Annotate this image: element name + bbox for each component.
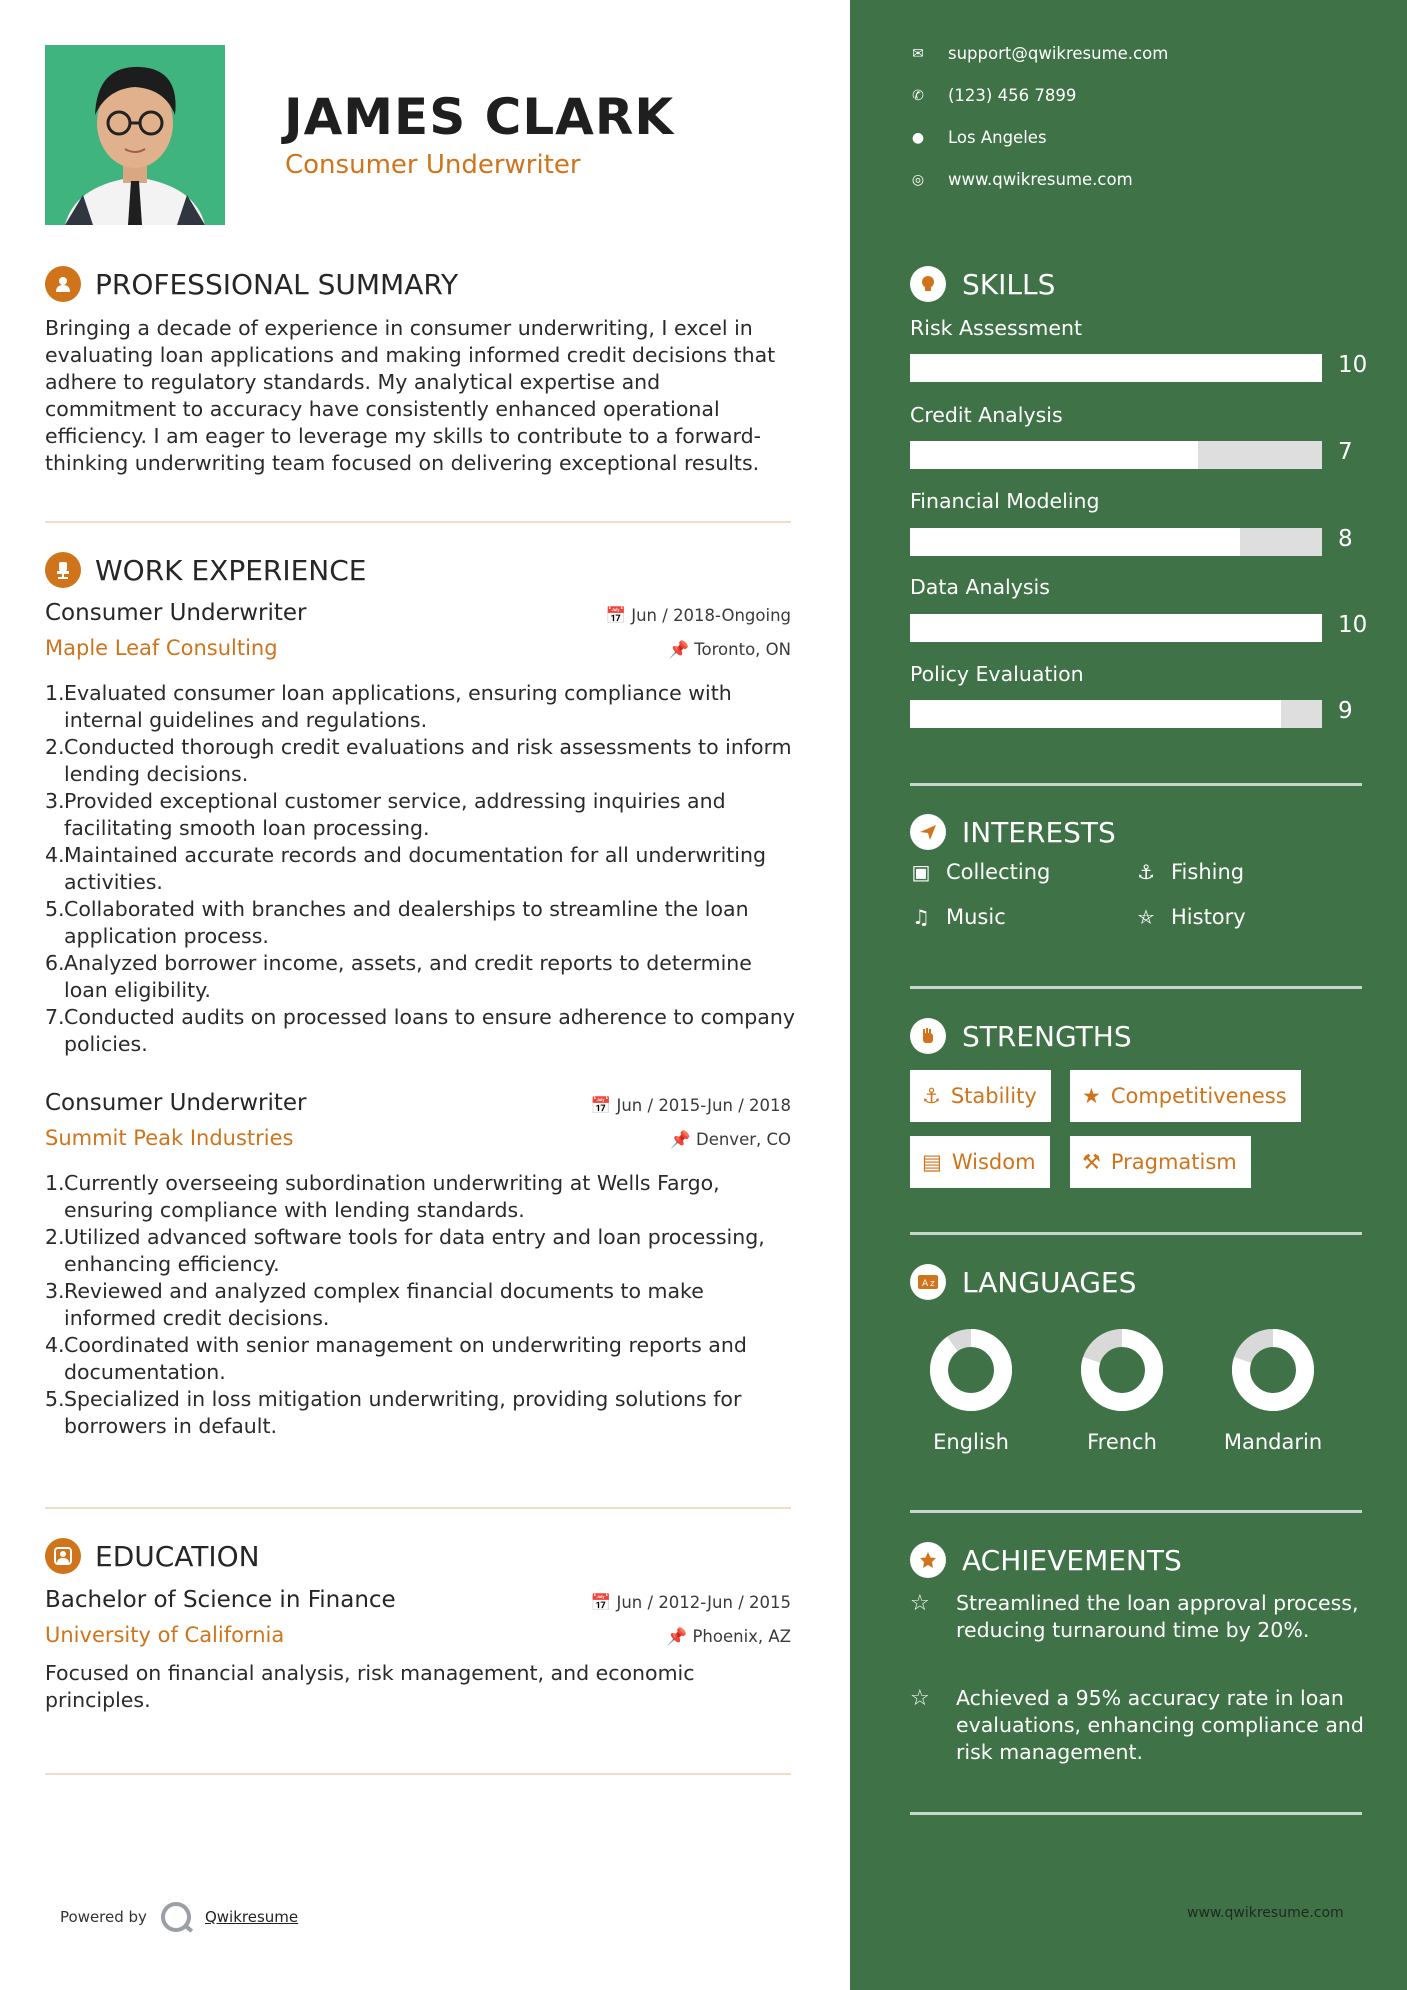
strength-tag [1070, 1070, 1301, 1122]
skill-value: 10 [1338, 352, 1368, 378]
education-location [667, 1627, 791, 1647]
interest-label: History [1171, 905, 1246, 929]
brand-link[interactable]: Qwikresume [204, 1908, 299, 1926]
achievements-title: ACHIEVEMENTS [962, 1543, 1182, 1577]
book-icon: ▤ [922, 1150, 942, 1174]
section-divider [910, 783, 1362, 786]
achievements-heading [910, 1542, 1182, 1578]
museum-icon: ⛤ [1138, 905, 1154, 929]
contact-location [910, 128, 1047, 147]
strengths-heading [910, 1018, 1132, 1054]
strengths-title: STRENGTHS [962, 1019, 1132, 1053]
job-company: Maple Leaf Consulting [45, 636, 278, 660]
list-item: 4. Maintained accurate records and documentation for all underwriting activities. [45, 843, 767, 894]
skill-name: Financial Modeling [910, 489, 1100, 513]
archive-icon: ▣ [911, 860, 931, 884]
calendar-icon: 📅 [590, 1096, 612, 1115]
language-name: English [933, 1430, 1009, 1454]
skill-value: 10 [1338, 612, 1368, 638]
education-location-text: Phoenix, AZ [692, 1627, 791, 1646]
interest-label: Collecting [946, 860, 1051, 884]
skill-bar-fill [910, 354, 1322, 382]
skills-heading [910, 266, 1055, 302]
list-item: 1. Currently overseeing subordination underwriting at Wells Fargo, ensuring compliance with lending standards. [45, 1171, 720, 1222]
languages-heading [910, 1264, 1136, 1300]
interest-item [1135, 860, 1244, 884]
education-entry [45, 1587, 791, 1647]
globe-icon: ◎ [911, 171, 925, 188]
pin-icon: 📌 [666, 1627, 688, 1646]
language-item [1067, 1328, 1177, 1454]
skill-name: Risk Assessment [910, 316, 1082, 340]
job-location [670, 1130, 791, 1150]
paper-plane-icon [910, 814, 946, 850]
education-title: EDUCATION [95, 1539, 260, 1573]
section-divider [45, 1773, 791, 1775]
sidebar [850, 0, 1407, 1990]
list-item: 3. Provided exceptional customer service, addressing inquiries and facilitating smooth loan processing. [45, 789, 726, 840]
list-item: 4. Coordinated with senior management on underwriting reports and documentation. [45, 1333, 747, 1384]
school-name: University of California [45, 1623, 285, 1647]
pin-icon: 📌 [670, 1130, 691, 1149]
section-divider [910, 1812, 1362, 1815]
interest-label: Music [946, 905, 1006, 929]
degree-title: Bachelor of Science in Finance [45, 1587, 396, 1613]
job-duties-list [45, 680, 795, 1058]
language-ring [1231, 1328, 1315, 1412]
person-name: JAMES CLARK [284, 88, 675, 146]
list-item: 5. Specialized in loss mitigation underwriting, providing solutions for borrowers in default. [45, 1387, 742, 1438]
envelope-icon: ✉ [912, 45, 924, 62]
language-item [1218, 1328, 1328, 1454]
skill-value: 8 [1338, 526, 1353, 552]
footer-powered [60, 1902, 298, 1932]
contact-phone[interactable] [910, 86, 1076, 105]
experience-title: WORK EXPERIENCE [95, 553, 367, 587]
translate-icon [910, 1264, 946, 1300]
section-divider [910, 986, 1362, 989]
skill-value: 9 [1338, 698, 1353, 724]
contact-email[interactable] [910, 44, 1168, 63]
interests-heading [910, 814, 1116, 850]
languages-title: LANGUAGES [962, 1265, 1137, 1299]
svg-text:A: A [922, 1279, 929, 1289]
strength-tag [910, 1136, 1050, 1188]
education-heading [45, 1538, 260, 1574]
list-item: 3. Reviewed and analyzed complex financial documents to make informed credit decisions. [45, 1279, 704, 1330]
section-divider [45, 1507, 791, 1509]
contact-location-text: Los Angeles [948, 128, 1047, 147]
job-title: Consumer Underwriter [45, 600, 307, 626]
list-item: 6. Analyzed borrower income, assets, and credit reports to determine loan eligibility. [45, 951, 752, 1002]
language-ring [929, 1328, 1013, 1412]
strength-label: Pragmatism [1110, 1150, 1237, 1174]
strength-label: Wisdom [951, 1150, 1036, 1174]
education-date [591, 1593, 791, 1613]
skill-bar-fill [910, 528, 1240, 556]
education-date-text: Jun / 2012-Jun / 2015 [616, 1593, 791, 1612]
list-item: 5. Collaborated with branches and dealerships to streamline the loan application process. [45, 897, 749, 948]
skill-name: Policy Evaluation [910, 662, 1084, 686]
phone-icon: ✆ [912, 87, 924, 104]
summary-heading [45, 266, 458, 302]
job-date-text: Jun / 2015-Jun / 2018 [616, 1096, 791, 1115]
summary-title: PROFESSIONAL SUMMARY [95, 267, 459, 301]
skills-title: SKILLS [962, 267, 1056, 301]
shooting-star-icon: ☆ [910, 1591, 930, 1616]
anchor-icon: ⚓ [1137, 860, 1155, 884]
achievement-text: Streamlined the loan approval process, reducing turnaround time by 20%. [956, 1591, 1359, 1642]
job-location [668, 640, 791, 660]
skill-bar [910, 700, 1322, 728]
job-entry [45, 600, 791, 660]
music-icon: ♫ [912, 905, 930, 929]
avatar [45, 45, 225, 225]
skill-name: Credit Analysis [910, 403, 1063, 427]
job-duties-list [45, 1170, 795, 1440]
job-entry [45, 1090, 791, 1150]
interest-label: Fishing [1171, 860, 1245, 884]
shooting-star-icon: ☆ [910, 1686, 930, 1711]
strength-label: Stability [950, 1084, 1037, 1108]
list-item: 1. Evaluated consumer loan applications, ensuring compliance with internal guidelines and regulations. [45, 681, 732, 732]
job-company: Summit Peak Industries [45, 1126, 294, 1150]
strength-label: Competitiveness [1110, 1084, 1287, 1108]
list-item: 2. Utilized advanced software tools for data entry and loan processing, enhancing efficiency. [45, 1225, 765, 1276]
skill-bar [910, 441, 1322, 469]
map-pin-icon: ● [911, 129, 925, 146]
achievement-item [910, 1685, 1370, 1766]
list-item: 7. Conducted audits on processed loans to ensure adherence to company policies. [45, 1005, 795, 1056]
anchor-icon: ⚓ [922, 1084, 941, 1108]
contact-email-text: support@qwikresume.com [948, 44, 1169, 63]
calendar-icon: 📅 [605, 606, 626, 625]
strength-tag [1070, 1136, 1251, 1188]
interest-item [1135, 905, 1246, 929]
section-divider [45, 521, 791, 523]
strength-tag [910, 1070, 1051, 1122]
profile-photo [45, 45, 225, 225]
section-divider [910, 1510, 1362, 1513]
skill-bar-fill [910, 700, 1281, 728]
job-location-text: Toronto, ON [694, 640, 791, 659]
chair-icon [45, 552, 81, 588]
lightbulb-icon [910, 266, 946, 302]
star-badge-icon [910, 1542, 946, 1578]
pin-icon: 📌 [668, 640, 690, 659]
interests-title: INTERESTS [962, 815, 1116, 849]
job-title: Consumer Underwriter [45, 1090, 307, 1116]
summary-text: Bringing a decade of experience in consumer underwriting, I excel in evaluating loan applications and making informed credit decisions that adhere to regulatory standards. My analytical expertise and commitment to accuracy have consistently enhanced operational efficiency. I am eager to leverage my skills to contribute to a forward-thinking underwriting team focused on delivering exceptional results. [45, 316, 776, 475]
education-description: Focused on financial analysis, risk management, and economic principles. [45, 1661, 695, 1712]
language-item [916, 1328, 1026, 1454]
language-name: Mandarin [1223, 1430, 1323, 1454]
person-role: Consumer Underwriter [285, 150, 581, 180]
achievement-text: Achieved a 95% accuracy rate in loan evaluations, enhancing compliance and risk management. [956, 1686, 1364, 1764]
achievement-item [910, 1590, 1370, 1644]
contact-website-text: www.qwikresume.com [948, 170, 1133, 189]
user-icon [45, 266, 81, 302]
experience-heading [45, 552, 366, 588]
skill-name: Data Analysis [910, 575, 1050, 599]
job-date [605, 606, 791, 626]
section-divider [910, 1232, 1362, 1235]
trophy-icon: ★ [1082, 1084, 1101, 1108]
job-date [591, 1096, 791, 1116]
job-location-text: Denver, CO [695, 1130, 791, 1149]
contact-phone-text: (123) 456 7899 [948, 86, 1077, 105]
hand-icon [910, 1018, 946, 1054]
qwikresume-logo-icon [161, 1902, 191, 1932]
skill-value: 7 [1338, 439, 1353, 465]
svg-text:z: z [930, 1279, 935, 1289]
powered-by-text: Powered by [60, 1908, 147, 1926]
interest-item [910, 905, 1006, 929]
language-ring [1080, 1328, 1164, 1412]
interest-item [910, 860, 1050, 884]
skill-bar [910, 354, 1322, 382]
skill-bar-fill [910, 441, 1198, 469]
skill-bar-fill [910, 614, 1322, 642]
list-item: 2. Conducted thorough credit evaluations and risk assessments to inform lending decisions. [45, 735, 792, 786]
calendar-icon: 📅 [590, 1593, 612, 1612]
language-name: French [1087, 1430, 1157, 1454]
skill-bar [910, 614, 1322, 642]
graduate-icon [45, 1538, 81, 1574]
contact-website[interactable] [910, 170, 1133, 189]
gavel-icon: ⚒ [1082, 1150, 1101, 1174]
footer-website[interactable]: www.qwikresume.com [1187, 1905, 1344, 1921]
skill-bar [910, 528, 1322, 556]
job-date-text: Jun / 2018-Ongoing [631, 606, 791, 625]
